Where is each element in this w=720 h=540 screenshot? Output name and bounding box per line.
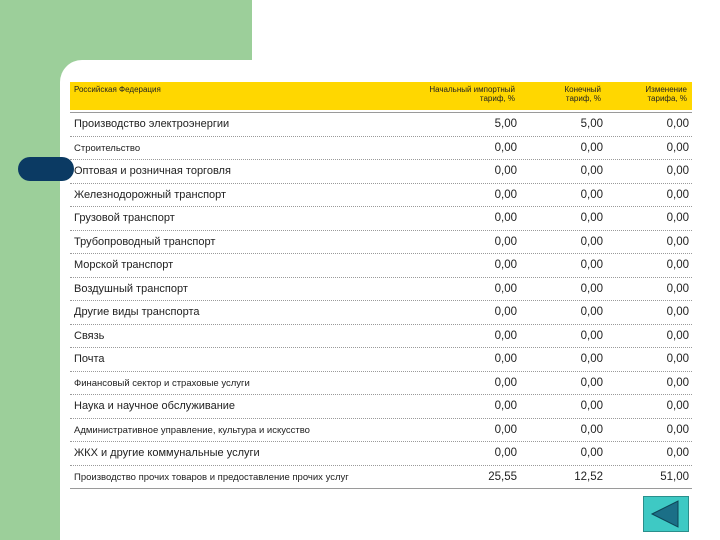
row-final-tariff: 5,00 <box>580 118 603 130</box>
header-final-tariff: Конечный тариф, % <box>564 85 601 103</box>
row-initial-tariff: 25,55 <box>488 470 517 483</box>
row-name: Строительство <box>74 142 141 154</box>
table-row <box>70 278 692 302</box>
header-change: Изменение тарифа, % <box>645 85 687 103</box>
row-name: Железнодорожный транспорт <box>74 188 227 201</box>
row-final-tariff: 0,00 <box>580 329 603 342</box>
row-final-tariff: 0,00 <box>580 212 603 224</box>
row-change: 0,00 <box>666 235 689 248</box>
row-change: 0,00 <box>666 118 689 130</box>
row-initial-tariff: 0,00 <box>494 259 517 271</box>
table-row <box>70 207 692 231</box>
table-body <box>70 113 692 489</box>
row-final-tariff: 0,00 <box>580 188 603 201</box>
row-name: Другие виды транспорта <box>74 306 200 318</box>
row-final-tariff: 0,00 <box>580 447 603 459</box>
left-green-band <box>0 0 60 540</box>
row-initial-tariff: 0,00 <box>494 353 517 365</box>
back-button[interactable] <box>643 496 689 532</box>
row-change: 0,00 <box>666 306 689 318</box>
row-name: Производство электроэнергии <box>74 118 230 130</box>
row-change: 0,00 <box>666 400 689 412</box>
header-initial-tariff: Начальный импортный тариф, % <box>429 85 515 103</box>
tariff-table <box>70 82 692 489</box>
table-row <box>70 301 692 325</box>
row-final-tariff: 0,00 <box>580 423 603 436</box>
row-initial-tariff: 0,00 <box>494 165 517 177</box>
navy-pill-decoration <box>18 157 74 181</box>
row-initial-tariff: 0,00 <box>494 447 517 459</box>
row-name: Производство прочих товаров и предоставление прочих услуг <box>74 471 349 483</box>
triangle-left-icon <box>644 497 688 531</box>
row-change: 0,00 <box>666 165 689 177</box>
row-change: 0,00 <box>666 376 689 389</box>
row-final-tariff: 0,00 <box>580 353 603 365</box>
row-name: Грузовой транспорт <box>74 212 175 224</box>
row-name: Финансовый сектор и страховые услуги <box>74 377 250 389</box>
row-final-tariff: 0,00 <box>580 235 603 248</box>
row-initial-tariff: 0,00 <box>494 188 517 201</box>
row-initial-tariff: 0,00 <box>494 282 517 295</box>
row-final-tariff: 12,52 <box>574 470 603 483</box>
row-final-tariff: 0,00 <box>580 306 603 318</box>
table-row <box>70 395 692 419</box>
row-change: 0,00 <box>666 353 689 365</box>
table-row <box>70 160 692 184</box>
row-initial-tariff: 0,00 <box>494 400 517 412</box>
row-final-tariff: 0,00 <box>580 400 603 412</box>
row-final-tariff: 0,00 <box>580 165 603 177</box>
table-row <box>70 254 692 278</box>
row-final-tariff: 0,00 <box>580 376 603 389</box>
table-row <box>70 372 692 396</box>
row-name: Административное управление, культура и искусство <box>74 424 310 436</box>
row-initial-tariff: 0,00 <box>494 141 517 154</box>
table-row <box>70 137 692 161</box>
row-name: Трубопроводный транспорт <box>74 235 216 248</box>
header-region: Российская Федерация <box>74 85 161 94</box>
row-change: 0,00 <box>666 329 689 342</box>
row-change: 0,00 <box>666 212 689 224</box>
table-row <box>70 325 692 349</box>
row-change: 0,00 <box>666 259 689 271</box>
row-change: 51,00 <box>660 470 689 483</box>
row-name: Наука и научное обслуживание <box>74 400 236 412</box>
row-initial-tariff: 0,00 <box>494 376 517 389</box>
row-final-tariff: 0,00 <box>580 141 603 154</box>
row-name: Оптовая и розничная торговля <box>74 165 231 177</box>
row-initial-tariff: 0,00 <box>494 235 517 248</box>
row-initial-tariff: 0,00 <box>494 212 517 224</box>
row-change: 0,00 <box>666 423 689 436</box>
table-row <box>70 466 692 490</box>
table-row <box>70 348 692 372</box>
table-row <box>70 184 692 208</box>
row-initial-tariff: 0,00 <box>494 329 517 342</box>
row-initial-tariff: 5,00 <box>494 118 517 130</box>
row-change: 0,00 <box>666 141 689 154</box>
row-change: 0,00 <box>666 447 689 459</box>
row-name: ЖКХ и другие коммунальные услуги <box>74 447 260 459</box>
row-change: 0,00 <box>666 188 689 201</box>
row-name: Морской транспорт <box>74 259 174 271</box>
table-header <box>70 82 692 110</box>
row-change: 0,00 <box>666 282 689 295</box>
corner-curve <box>60 60 82 82</box>
row-initial-tariff: 0,00 <box>494 423 517 436</box>
top-green-band <box>0 0 252 60</box>
table-row <box>70 419 692 443</box>
row-name: Почта <box>74 353 105 365</box>
row-final-tariff: 0,00 <box>580 259 603 271</box>
row-name: Связь <box>74 329 105 342</box>
row-initial-tariff: 0,00 <box>494 306 517 318</box>
row-name: Воздушный транспорт <box>74 282 188 295</box>
table-row <box>70 231 692 255</box>
row-final-tariff: 0,00 <box>580 282 603 295</box>
table-row <box>70 113 692 137</box>
table-row <box>70 442 692 466</box>
